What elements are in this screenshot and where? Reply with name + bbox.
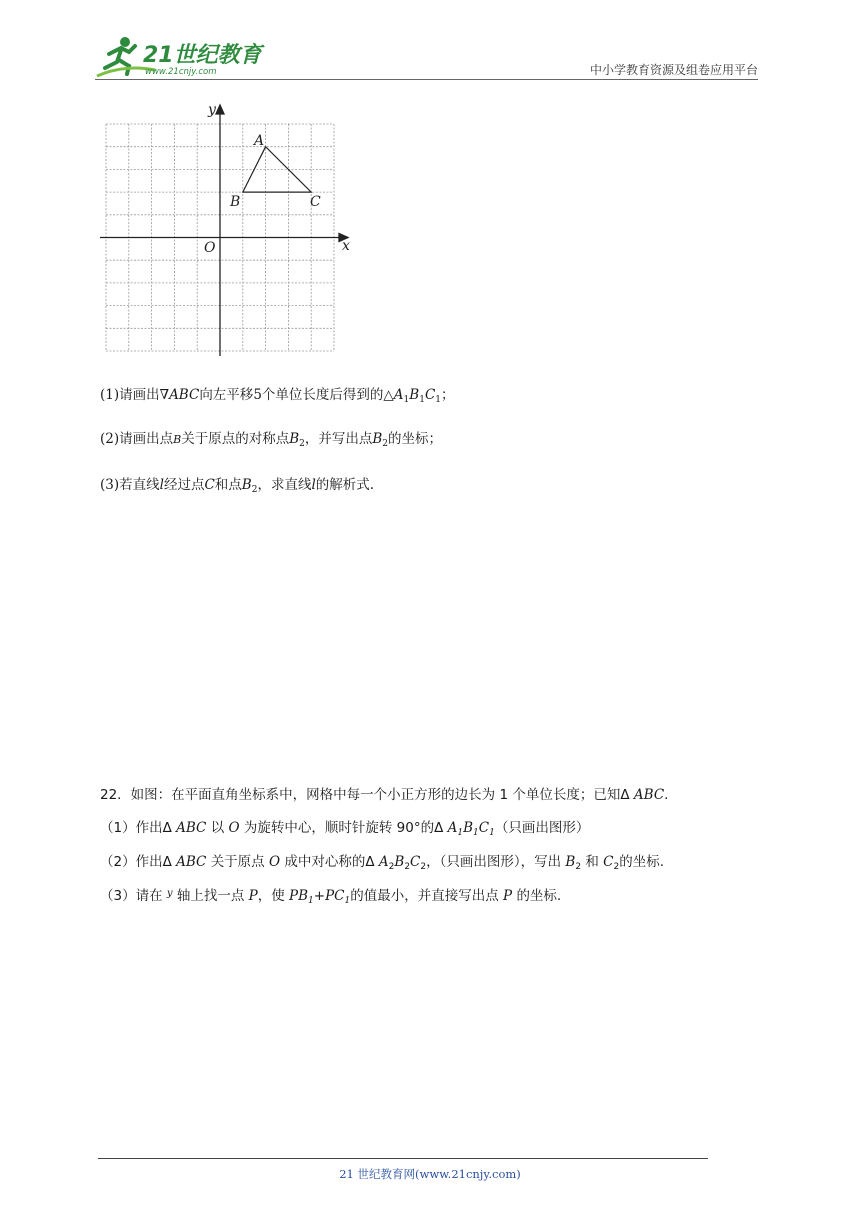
y-axis-label: y — [208, 102, 216, 118]
q22-intro: 22．如图：在平面直角坐标系中，网格中每一个小正方形的边长为 1 个单位长度；已知Δ ABC. — [100, 787, 669, 803]
coordinate-grid-figure — [96, 100, 360, 362]
origin-label: O — [204, 240, 216, 256]
point-a-label: A — [254, 133, 265, 149]
q21-part2: (2)请画出点B关于原点的对称点$B_2$，并写出点$B_2$的坐标； — [100, 431, 443, 449]
page-header — [95, 34, 758, 80]
footer-divider — [98, 1158, 708, 1159]
q22-part1: （1）作出Δ ABC 以 O 为旋转中心，顺时针旋转 90°的Δ $A_1B_1C_1$（只画出图形） — [100, 820, 590, 838]
x-axis-label: x — [342, 238, 350, 254]
footer-text: 21 世纪教育网(www.21cnjy.com) — [339, 1167, 521, 1181]
q21-part3: (3)若直线l经过点C和点$B_2$，求直线l的解析式. — [100, 477, 375, 495]
y-axis-arrow-icon — [216, 105, 224, 114]
point-b-label: B — [230, 194, 241, 210]
axes — [100, 105, 348, 356]
q21-part1: (1)请画出∇ABC向左平移5个单位长度后得到的$\triangle A_1B_1C_1$； — [100, 387, 455, 405]
platform-name: 中小学教育资源及组卷应用平台 — [589, 63, 758, 77]
logo-url: www.21cnjy.com — [145, 67, 217, 77]
logo-21cnjy — [95, 34, 265, 78]
logo-text: 21世纪教育 — [143, 43, 262, 68]
q22-part2: （2）作出Δ ABC 关于原点 O 成中对心称的Δ $A_2B_2C_2$，（只画出图形），写出 $B_2$ 和 $C_2$的坐标. — [100, 854, 665, 872]
point-c-label: C — [310, 194, 321, 210]
header-divider — [95, 79, 758, 80]
q22-part3: （3）请在 $^y$ 轴上找一点 P，使 $PB_1+PC_1$的值最小，并直接写出点 P 的坐标. — [100, 888, 562, 906]
